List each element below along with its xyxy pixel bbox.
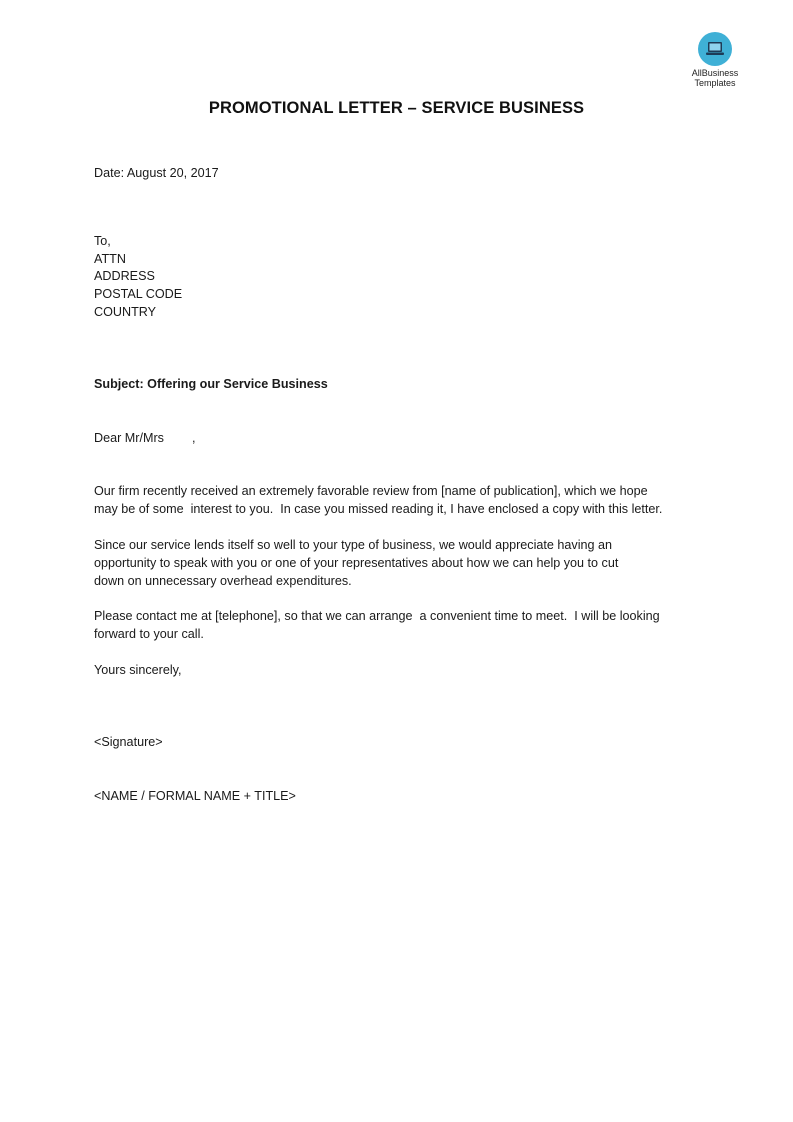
body-paragraph-1: Our firm recently received an extremely favorable review from [name of publication], which we hope may be of some interest to you. In case you missed reading it, I have enclosed a copy with this letter. xyxy=(94,484,663,516)
body-paragraph-3: Please contact me at [telephone], so that we can arrange a convenient time to meet. I will be looking forward to your call. xyxy=(94,609,660,641)
recipient-attn: ATTN xyxy=(94,252,126,266)
document-title: PROMOTIONAL LETTER – SERVICE BUSINESS xyxy=(208,99,585,117)
name-title-placeholder: <NAME / FORMAL NAME + TITLE> xyxy=(94,789,296,803)
letter-subject: Subject: Offering our Service Business xyxy=(94,377,328,391)
salutation: Dear Mr/Mrs , xyxy=(94,431,196,445)
letter-date: Date: August 20, 2017 xyxy=(94,166,219,180)
closing: Yours sincerely, xyxy=(94,663,182,677)
recipient-address: ADDRESS xyxy=(94,269,155,283)
recipient-postal-code: POSTAL CODE xyxy=(94,287,183,301)
signature-placeholder: <Signature> xyxy=(94,735,163,749)
laptop-icon xyxy=(698,32,732,66)
brand-name: AllBusiness Templates xyxy=(691,68,739,88)
body-paragraph-2: Since our service lends itself so well to your type of business, we would appreciate having an opportunity to speak with you or one of your representatives about how we can help you to cut down on unnecessary overhead expenditures. xyxy=(94,538,619,588)
brand-logo xyxy=(683,32,747,88)
recipient-to: To, xyxy=(94,234,111,248)
recipient-country: COUNTRY xyxy=(94,305,157,319)
